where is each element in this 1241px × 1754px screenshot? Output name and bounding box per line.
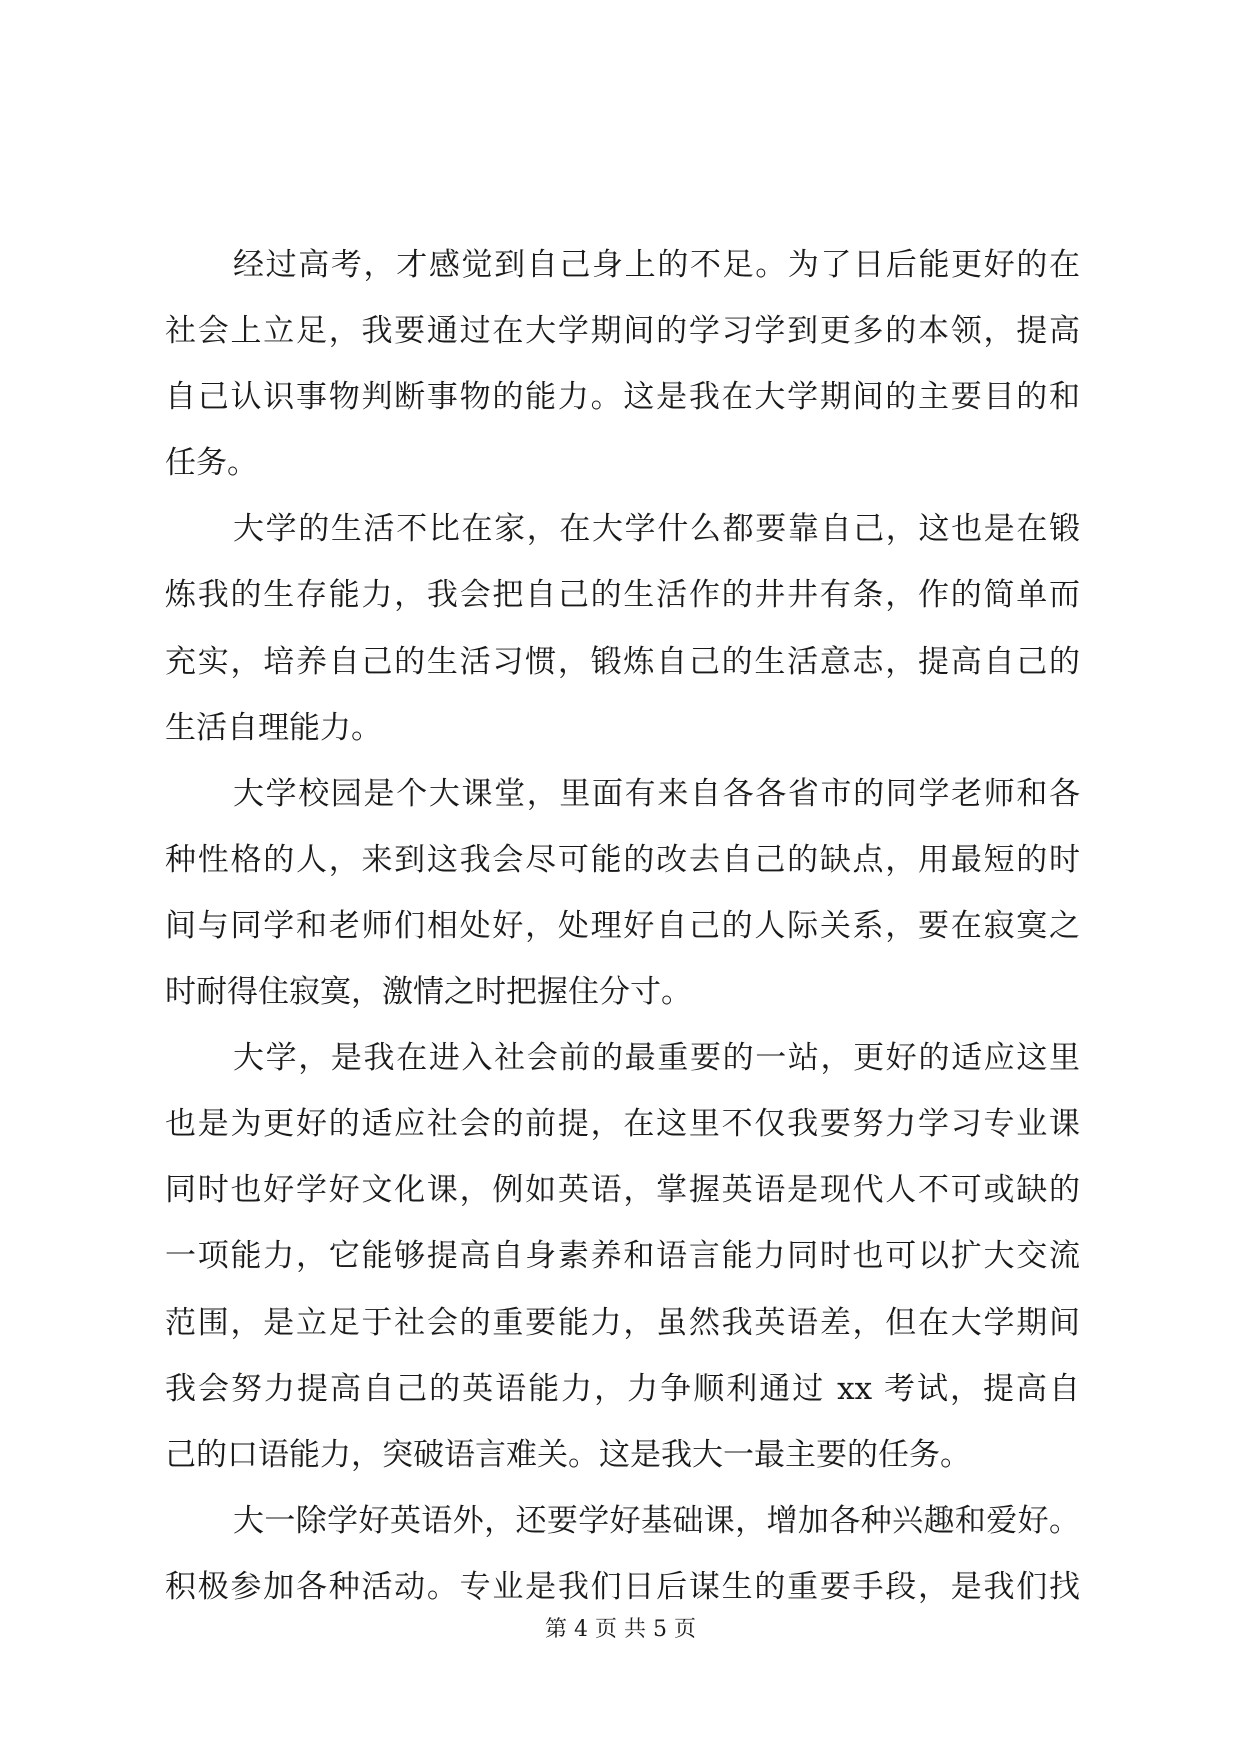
text-line: 自己认识事物判断事物的能力。这是我在大学期间的主要目的和 <box>165 379 1080 416</box>
text-line: 也是为更好的适应社会的前提，在这里不仅我要努力学习专业课 <box>165 1106 1080 1143</box>
text-line: 经过高考，才感觉到自己身上的不足。为了日后能更好的在 <box>233 247 1080 283</box>
page-footer <box>0 1612 1241 1643</box>
text-line: 种性格的人，来到这我会尽可能的改去自己的缺点，用最短的时 <box>165 841 1080 878</box>
text-line: 积极参加各种活动。专业是我们日后谋生的重要手段，是我们找 <box>165 1568 1080 1605</box>
text-line: 充实，培养自己的生活习惯，锻炼自己的生活意志，提高自己的 <box>165 643 1080 680</box>
text-line: 同时也好学好文化课，例如英语，掌握英语是现代人不可或缺的 <box>165 1172 1080 1209</box>
text-line: 任务。 <box>165 445 258 482</box>
text-line: 己的口语能力，突破语言难关。这是我大一最主要的任务。 <box>165 1436 971 1473</box>
text-line: 大学校园是个大课堂，里面有来自各各省市的同学老师和各 <box>233 775 1080 812</box>
text-line: 间与同学和老师们相处好，处理好自己的人际关系，要在寂寞之 <box>165 907 1080 944</box>
text-line: 大一除学好英语外，还要学好基础课，增加各种兴趣和爱好。 <box>233 1502 1080 1539</box>
text-line: 时耐得住寂寞，激情之时把握住分寸。 <box>165 974 692 1011</box>
text-line: 炼我的生存能力，我会把自己的生活作的井井有条，作的简单而 <box>165 577 1080 614</box>
text-line: 社会上立足，我要通过在大学期间的学习学到更多的本领，提高 <box>165 313 1080 350</box>
text-line: 我会努力提高自己的英语能力，力争顺利通过 xx 考试，提高自 <box>165 1370 1080 1407</box>
text-line: 生活自理能力。 <box>165 709 382 746</box>
page-number-label: 第 4 页 共 5 页 <box>545 1617 696 1642</box>
document-body <box>165 232 1080 1620</box>
text-line: 大学的生活不比在家，在大学什么都要靠自己，这也是在锻 <box>233 511 1080 548</box>
text-line: 一项能力，它能够提高自身素养和语言能力同时也可以扩大交流 <box>165 1238 1080 1275</box>
text-line: 范围，是立足于社会的重要能力，虽然我英语差，但在大学期间 <box>165 1304 1080 1341</box>
text-line: 大学，是我在进入社会前的最重要的一站，更好的适应这里 <box>233 1040 1080 1077</box>
